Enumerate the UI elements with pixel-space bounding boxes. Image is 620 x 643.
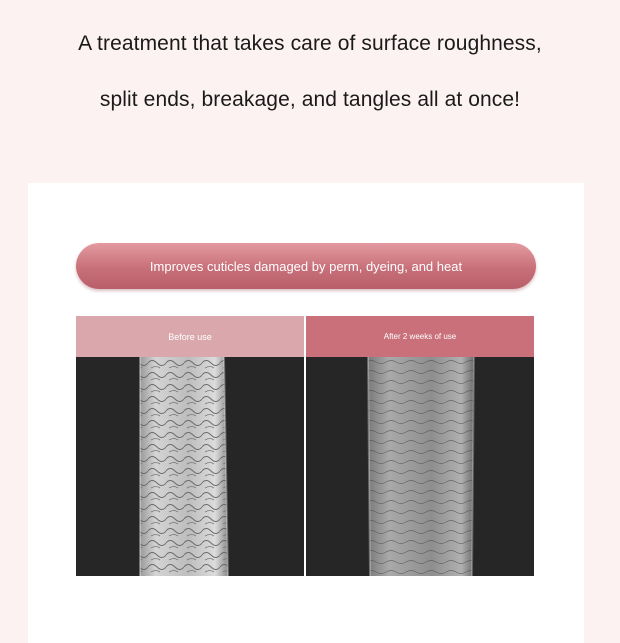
benefit-banner <box>76 243 536 289</box>
headline-line-2: split ends, breakage, and tangles all at once! <box>99 88 521 111</box>
benefit-banner-label: Improves cuticles damaged by perm, dyeing, and heat <box>149 258 463 274</box>
headline-line-1: A treatment that takes care of surface roughness, <box>78 32 542 55</box>
before-header <box>76 316 304 357</box>
before-micrograph <box>76 357 304 576</box>
after-micrograph <box>306 357 534 576</box>
after-label: After 2 weeks of use <box>383 332 457 341</box>
after-panel <box>306 316 534 578</box>
before-label: Before use <box>168 331 212 342</box>
hair-strand-damaged-image <box>76 357 304 576</box>
before-panel <box>76 316 304 578</box>
after-header <box>306 316 534 357</box>
content-card <box>28 183 584 643</box>
hair-strand-improved-image <box>306 357 534 576</box>
